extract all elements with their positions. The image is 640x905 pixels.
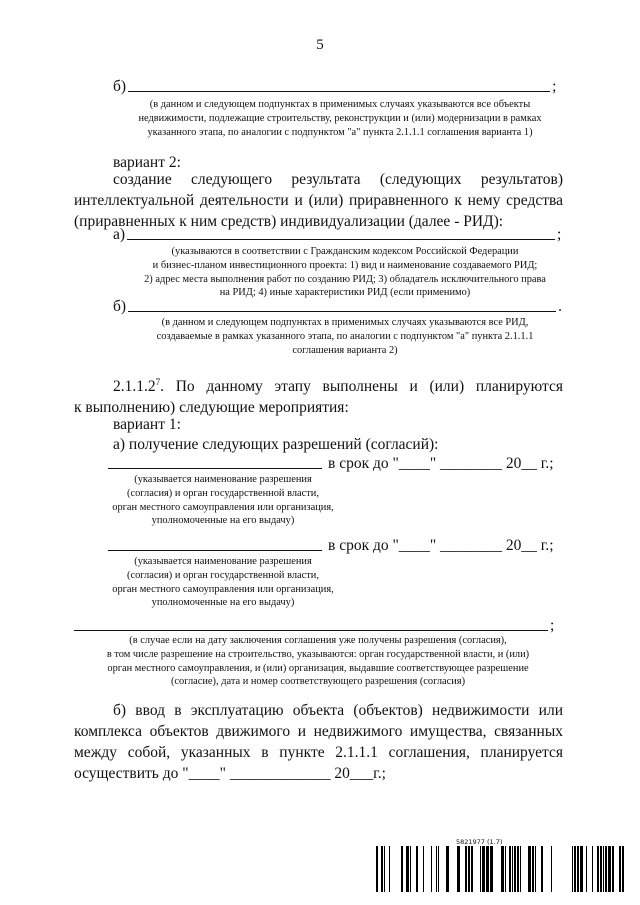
subitem-b2-label: б) — [113, 298, 127, 315]
variant-2-line-3: (приравненных к ним средств) индивидуализации (далее - РИД): — [74, 213, 504, 230]
barcode-bar — [410, 846, 411, 892]
barcode-bar — [401, 846, 403, 892]
barcode-bar — [520, 846, 521, 892]
permit-row-1-note: (указывается наименование разрешения (согласия) и орган государственной власти, орган местного самоуправления или организация, уполномоченные на его выдачу) — [112, 474, 334, 527]
barcode-bar — [468, 846, 470, 892]
barcode-bar — [574, 846, 576, 892]
barcode-bar — [457, 846, 460, 892]
item-a-permits: а) получение следующих разрешений (согласий): — [113, 436, 439, 453]
subitem-b2-suffix: . — [558, 298, 562, 315]
barcode-bar — [416, 846, 418, 892]
barcode-bar — [490, 846, 493, 892]
barcode-bar — [480, 846, 481, 892]
barcode-bar — [572, 846, 573, 892]
obtained-permits-note: (в случае если на дату заключения соглашения уже получены разрешения (согласия), в том числе разрешение на строительство, указываются: орган государственной власти, и (или) орган местного самоуправления, и (или) организация, выдавшие соответствующее разрешение (согласие), дата и номер соответствующего разрешения (согласия) — [106, 635, 530, 688]
barcode-bar — [577, 846, 579, 892]
permit-deadline: в срок до "____" ________ 20__ г.; — [328, 537, 554, 554]
item-b-line-1: б) ввод в эксплуатацию объекта (объектов) недвижимости или — [113, 702, 563, 719]
page-number: 5 — [316, 37, 324, 53]
barcode-bar — [512, 846, 513, 892]
permit-row-2-note: (указывается наименование разрешения (согласия) и орган государственной власти, орган местного самоуправления или организация, уполномоченные на его выдачу) — [112, 556, 334, 609]
subitem-b-blank-row — [113, 78, 556, 96]
barcode-bar — [619, 846, 621, 892]
item-b-line-4: осуществить до "____" _____________ 20___г.; — [74, 765, 386, 782]
barcode-bar — [600, 846, 602, 892]
barcode-bar — [406, 846, 409, 892]
barcode-bar — [486, 846, 489, 892]
variant-2-heading: вариант 2: — [113, 154, 181, 171]
barcode-bar — [438, 846, 439, 892]
fill-in-line[interactable] — [108, 467, 322, 469]
section-number: 2.1.1.2 — [113, 378, 156, 395]
subitem-a-blank-row — [113, 226, 561, 244]
fill-in-line[interactable] — [128, 310, 556, 312]
variant-1-heading: вариант 1: — [113, 416, 181, 433]
footnote-ref[interactable]: 7 — [155, 376, 161, 387]
fill-in-line[interactable] — [108, 549, 322, 551]
permit-deadline: в срок до "____" ________ 20__ г.; — [328, 455, 554, 472]
barcode-bar — [586, 846, 587, 892]
fill-in-line[interactable] — [128, 90, 550, 92]
fill-in-line[interactable] — [74, 629, 548, 631]
barcode-bar — [501, 846, 504, 892]
barcode-bar — [465, 846, 467, 892]
barcode-bar — [622, 846, 624, 892]
barcode-bar — [509, 846, 511, 892]
barcode-bar — [423, 846, 424, 892]
permit-row-1 — [108, 455, 554, 473]
barcode-bar — [471, 846, 473, 892]
subitem-a-suffix: ; — [557, 226, 562, 243]
subitem-b-note: (в данном и следующем подпунктах в применимых случаях указываются все объекты недвижимости, подлежащие строительству, реконструкции и (или) модернизации в рамках указанного этапа, по аналогии с подпунктом "а" пункта 2.1.1.1 соглашения варианта 1) — [138, 99, 542, 138]
subitem-b-label: б) — [113, 78, 127, 95]
section-text: . По данному этапу выполнены и (или) планируются — [160, 378, 563, 395]
barcode-bar — [535, 846, 536, 892]
section-2-1-1-2-line-2: к выполнению) следующие мероприятия: — [74, 399, 349, 416]
barcode-bar — [514, 846, 516, 892]
barcode-bar — [376, 846, 378, 892]
barcode-bar — [608, 846, 611, 892]
barcode — [376, 846, 624, 892]
variant-2-line-2: интеллектуальной деятельности и (или) приравненного к нему средства — [74, 192, 563, 209]
barcode-bar — [551, 846, 552, 892]
barcode-bar — [517, 846, 519, 892]
barcode-bar — [612, 846, 614, 892]
subitem-b2-note: (в данном и следующем подпунктах в применимых случаях указываются все РИД, создаваемые в рамках указанного этапа, по аналогии с подпунктом "а" пункта 2.1.1.1 соглашения варианта 2) — [156, 317, 534, 356]
permit-row-2 — [108, 537, 554, 555]
barcode-bar — [446, 846, 449, 892]
fill-in-line[interactable] — [127, 238, 555, 240]
document-code: 5821977 (1.7) — [456, 838, 503, 846]
barcode-bar — [597, 846, 599, 892]
section-2-1-1-2-line-1 — [113, 376, 563, 397]
barcode-bar — [592, 846, 593, 892]
subitem-b2-blank-row — [113, 298, 562, 316]
barcode-bar — [528, 846, 531, 892]
barcode-bar — [482, 846, 485, 892]
barcode-bar — [603, 846, 604, 892]
barcode-bar — [389, 846, 390, 892]
obtained-suffix: ; — [550, 617, 555, 634]
variant-2-line-1: создание следующего результата (следующих результатов) — [113, 171, 563, 188]
barcode-bar — [532, 846, 534, 892]
barcode-bar — [381, 846, 383, 892]
item-b-line-2: комплекса объектов движимого и недвижимого имущества, связанных — [74, 723, 563, 740]
barcode-bar — [541, 846, 543, 892]
barcode-bar — [605, 846, 607, 892]
subitem-a-note: (указываются в соответствии с Гражданским кодексом Российской Федерации и бизнес-планом инвестиционного проекта: 1) вид и наименование создаваемого РИД; 2) адрес места выполнения работ по созданию РИД; 3) обладатель исключительного права на РИД; 4) иные характеристики РИД (если применимо) — [144, 246, 546, 299]
barcode-bar — [384, 846, 385, 892]
barcode-bar — [436, 846, 437, 892]
barcode-bar — [431, 846, 432, 892]
barcode-bar — [505, 846, 506, 892]
subitem-b-suffix: ; — [552, 78, 557, 95]
obtained-permits-row — [74, 617, 554, 635]
item-b-line-3: между собой, указанных в пункте 2.1.1.1 соглашения, планируется — [74, 744, 563, 761]
barcode-bar — [580, 846, 583, 892]
subitem-a-label: а) — [113, 226, 126, 243]
